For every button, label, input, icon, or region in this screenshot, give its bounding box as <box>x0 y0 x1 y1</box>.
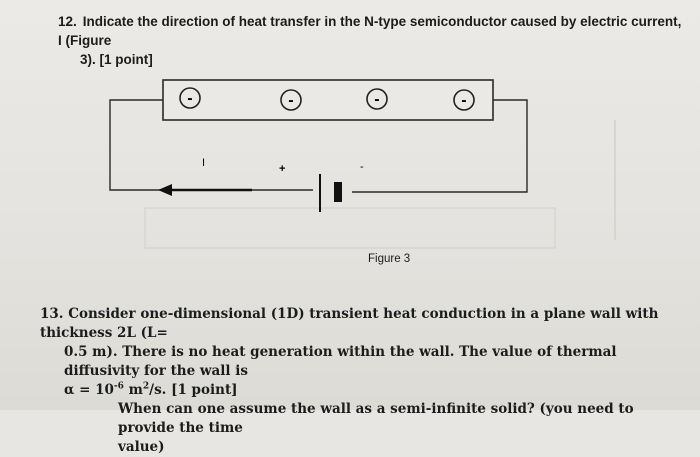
question-12-line2: 3). [1 point] <box>80 52 153 67</box>
alpha-prefix: α = 10 <box>64 382 114 398</box>
question-12-number: 12. <box>58 14 77 29</box>
question-13 <box>40 305 690 457</box>
figure-caption: Figure 3 <box>368 253 411 265</box>
alpha-unit: m <box>123 382 143 398</box>
electron-symbol: - <box>288 94 294 109</box>
faint-back-box <box>145 208 555 248</box>
question-12-line1: Indicate the direction of heat transfer in the N-type semiconductor caused by electric current, I (Figure <box>58 14 682 48</box>
plus-label: + <box>279 163 286 175</box>
battery-short-plate <box>334 182 342 202</box>
current-label: I <box>202 157 206 169</box>
question-13-line1: Consider one-dimensional (1D) transient heat conduction in a plane wall with thickness 2L (L= <box>40 306 659 341</box>
semiconductor-bar <box>163 80 493 120</box>
electron-symbol: - <box>187 92 193 107</box>
electron-symbol: - <box>374 93 380 108</box>
current-arrowhead <box>158 184 172 196</box>
question-13-line3 <box>40 381 690 400</box>
question-13-line4: When can one assume the wall as a semi-infinite solid? (you need to provide the time <box>118 401 634 436</box>
minus-label: - <box>360 161 364 173</box>
alpha-unit-exponent: 2 <box>142 381 150 392</box>
question-13-line5: value) <box>118 439 165 455</box>
electron-symbol: - <box>461 94 467 109</box>
alpha-suffix: /s. [1 point] <box>149 382 238 398</box>
question-13-number: 13. <box>40 306 64 322</box>
alpha-exponent: -6 <box>113 381 124 392</box>
question-13-line2: 0.5 m). There is no heat generation within the wall. The value of thermal diffusivity for the wall is <box>64 344 617 379</box>
